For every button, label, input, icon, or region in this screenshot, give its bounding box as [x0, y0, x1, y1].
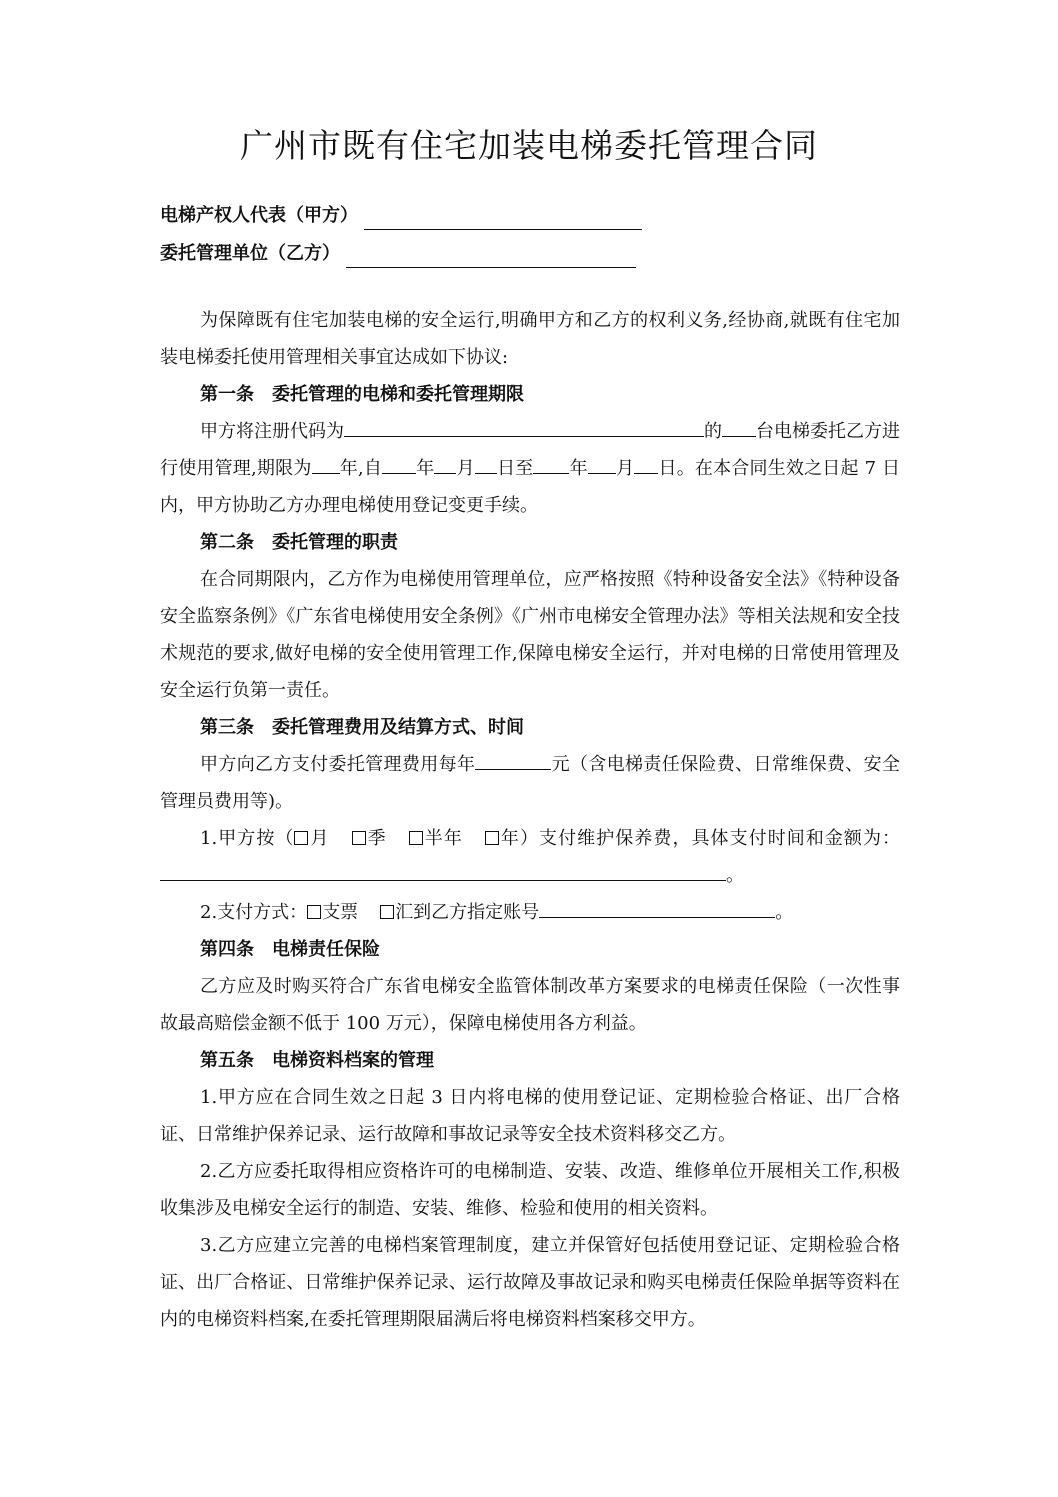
article-3-item-2: 2.支付方式： 支票 汇到乙方指定账号 。 — [160, 894, 900, 931]
payment-details-blank — [160, 858, 726, 881]
account-number-blank — [539, 895, 775, 918]
article-1-heading: 第一条 委托管理的电梯和委托管理期限 — [200, 384, 524, 405]
checkbox-quarter[interactable] — [352, 831, 366, 845]
checkbox-cheque[interactable] — [307, 905, 321, 919]
start-year-blank — [382, 451, 416, 474]
checkbox-transfer[interactable] — [380, 905, 394, 919]
party-b-line — [160, 240, 636, 268]
party-b-label: 委托管理单位（乙方） — [160, 243, 340, 264]
annual-fee-blank — [475, 747, 551, 770]
party-a-line — [160, 202, 642, 230]
article-5-heading: 第五条 电梯资料档案的管理 — [200, 1050, 434, 1071]
start-day-blank — [475, 451, 497, 474]
checkbox-half-year[interactable] — [409, 831, 423, 845]
registration-code-blank — [344, 414, 704, 437]
article-5-item-3: 3.乙方应建立完善的电梯档案管理制度，建立并保管好包括使用登记证、定期检验合格证、出厂合格证、日常维护保养记录、运行故障及事故记录和购买电梯责任保险单据等资料在内的电梯资料档案,在委托管理期限届满后将电梯资料档案移交甲方。 — [160, 1235, 900, 1330]
article-3-heading: 第三条 委托管理费用及结算方式、时间 — [200, 717, 524, 738]
start-month-blank — [434, 451, 456, 474]
party-a-blank — [364, 207, 642, 230]
end-year-blank — [533, 451, 569, 474]
checkbox-year[interactable] — [485, 831, 499, 845]
contract-body — [160, 302, 900, 1338]
end-day-blank — [634, 451, 658, 474]
article-2-text: 在合同期限内，乙方作为电梯使用管理单位，应严格按照《特种设备安全法》《特种设备安全监察条例》《广东省电梯使用安全条例》《广州市电梯安全管理办法》等相关法规和安全技术规范的要求,做好电梯的安全使用管理工作,保障电梯安全运行，并对电梯的日常使用管理及安全运行负第一责任。 — [160, 569, 900, 701]
article-5-item-1: 1.甲方应在合同生效之日起 3 日内将电梯的使用登记证、定期检验合格证、出厂合格证、日常维护保养记录、运行故障和事故记录等安全技术资料移交乙方。 — [160, 1087, 900, 1145]
elevator-count-blank — [722, 414, 756, 437]
article-3-item-1: 1.甲方按（ 月 季 半年 年）支付维护保养费，具体支付时间和金额为：。 — [160, 820, 900, 894]
term-years-blank — [312, 451, 340, 474]
article-5-item-2: 2.乙方应委托取得相应资格许可的电梯制造、安装、改造、维修单位开展相关工作,积极收集涉及电梯安全运行的制造、安装、维修、检验和使用的相关资料。 — [160, 1161, 900, 1219]
article-4-text: 乙方应及时购买符合广东省电梯安全监管体制改革方案要求的电梯责任保险（一次性事故最高赔偿金额不低于 100 万元），保障电梯使用各方利益。 — [160, 976, 900, 1034]
intro-paragraph: 为保障既有住宅加装电梯的安全运行,明确甲方和乙方的权利义务,经协商,就既有住宅加装电梯委托使用管理相关事宜达成如下协议: — [160, 310, 900, 368]
article-4-heading: 第四条 电梯责任保险 — [200, 939, 380, 960]
article-2-heading: 第二条 委托管理的职责 — [200, 532, 398, 553]
party-a-label: 电梯产权人代表（甲方） — [160, 205, 358, 226]
party-b-blank — [346, 245, 636, 268]
article-1-text: 甲方将注册代码为 的 台电梯委托乙方进行使用管理,期限为 年,自 年 月 日至 年 月 日。在本合同生效之日起 7 日内，甲方协助乙方办理电梯使用登记变更手续。 — [160, 413, 900, 524]
end-month-blank — [588, 451, 616, 474]
page-title: 广州市既有住宅加装电梯委托管理合同 — [240, 126, 818, 165]
article-3-fee-text: 甲方向乙方支付委托管理费用每年 元（含电梯责任保险费、日常维保费、安全管理员费用等)。 — [160, 746, 900, 820]
checkbox-month[interactable] — [294, 831, 308, 845]
